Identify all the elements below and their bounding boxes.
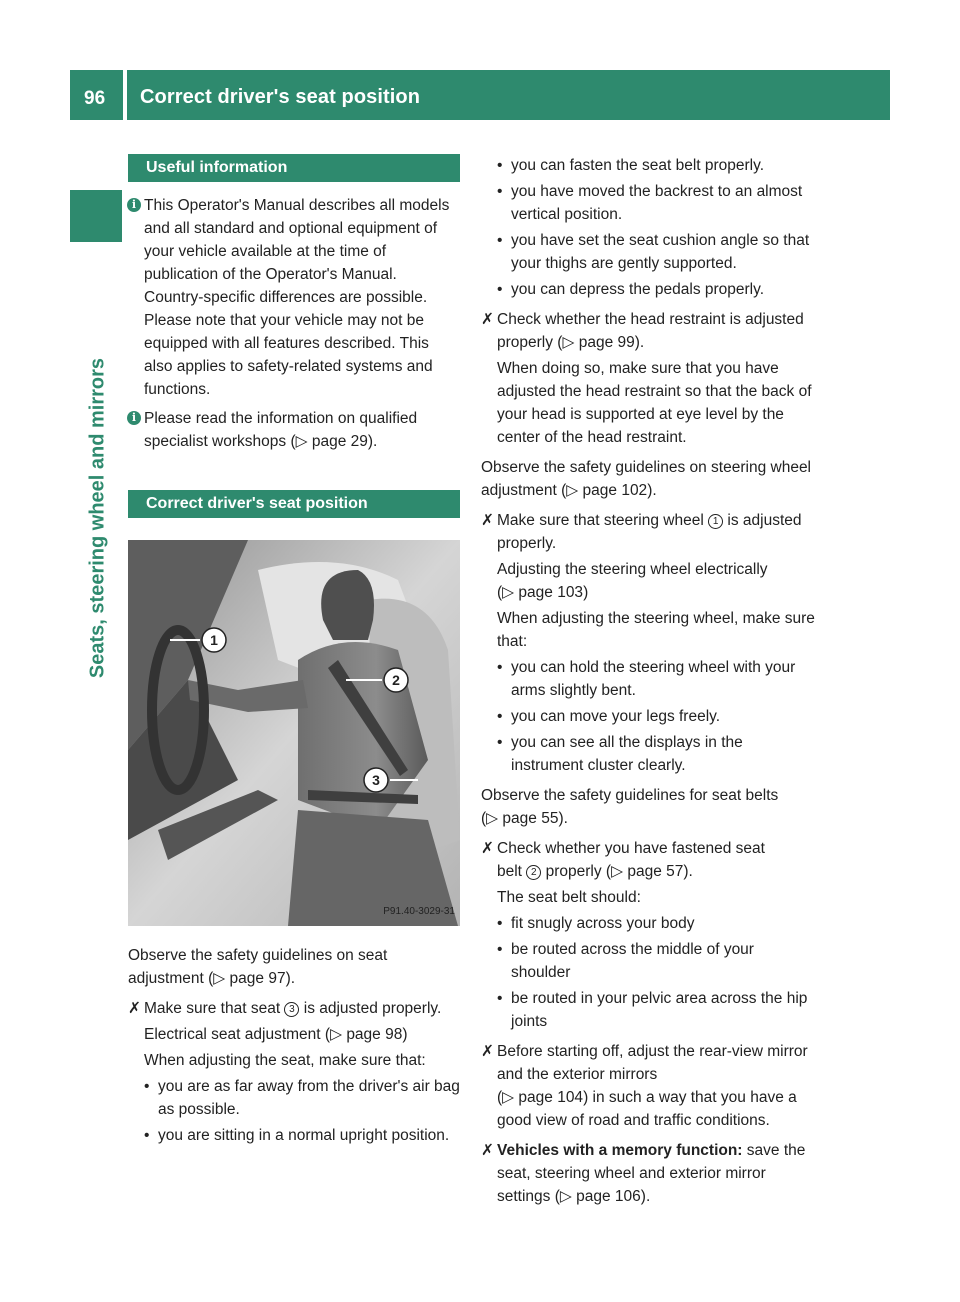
bullet-text: you can depress the pedals properly. [511,281,765,298]
bullet-item [481,154,815,177]
step-marker-icon: ✗ [481,1142,494,1159]
header-divider [123,70,127,120]
bullet-icon: • [497,915,503,932]
callout-3: 3 [372,772,380,788]
bullet-text: you can move your legs freely. [511,708,721,725]
page-ref[interactable]: page 55 [502,810,559,827]
bullet-icon: • [144,1078,150,1095]
info-text: ). [367,433,378,450]
text: Check whether the head restraint is adjusted properly ( [497,311,804,351]
left-column [128,154,460,1147]
step-marker-icon: ✗ [128,1000,141,1017]
step-marker-icon: ✗ [481,311,494,328]
bullet-item [128,1124,460,1147]
bullet-text: you can hold the steering wheel with your arms slightly bent. [511,659,796,699]
bullet-icon: • [497,941,503,958]
page-ref[interactable]: page 106 [576,1188,641,1205]
text: Check whether you have fastened seat [497,840,765,857]
callout-2: 2 [392,672,400,688]
step-detail: When adjusting the seat, make sure that: [144,1052,426,1069]
info-icon: i [127,198,141,212]
text: ). [558,810,568,827]
side-tab-marker [70,190,122,242]
text: ) [402,1026,408,1043]
step-marker-icon: ✗ [481,512,494,529]
bullet-icon: • [144,1127,150,1144]
section-heading: Correct driver's seat position [128,490,460,518]
info-text: Please read the information on qualified specialist workshops ( [144,410,418,450]
step [481,1040,815,1132]
bullet-icon: • [497,734,503,751]
page-ref-arrow-icon: ▷ [502,584,515,601]
bold-label: Vehicles with a memory function: [497,1142,743,1159]
bullet-icon: • [497,232,503,249]
step-detail [481,558,815,604]
page-ref[interactable]: page 99 [578,334,635,351]
text: ( [481,810,487,827]
bullet-icon: • [497,157,503,174]
text: Make sure that seat [144,1000,281,1017]
text: ). [640,1188,651,1205]
step-detail: When doing so, make sure that you have adjusted the head restraint so that the back of your head is supported at eye level by the center of the head restraint. [497,360,812,446]
bullet-item [481,229,815,275]
page-ref-arrow-icon: ▷ [486,810,499,827]
step [481,837,815,883]
page-ref-arrow-icon: ▷ [566,482,579,499]
bullet-icon: • [497,281,503,298]
text: ( [497,1089,503,1106]
page-ref-arrow-icon: ▷ [562,334,575,351]
paragraph [481,784,815,830]
text: save the seat, steering wheel and exterior mirror settings ( [497,1142,806,1205]
step [481,509,815,555]
bullet-item [481,180,815,226]
step-marker-icon: ✗ [481,840,494,857]
text: ). [285,970,296,987]
page-ref[interactable]: page 103 [518,584,584,601]
text: Adjusting the steering wheel electrically [497,561,768,578]
side-tab-label: Seats, steering wheel and mirrors [86,357,109,679]
text: ) in such a way that you have a good view of road and traffic conditions. [497,1089,797,1129]
driver-illustration [128,540,460,926]
callout-1: 1 [210,632,218,648]
page-title: Correct driver's seat position [140,86,421,108]
text: ) [583,584,589,601]
figure-code: P91.40-3029-31 [383,906,455,917]
text: belt [497,863,522,880]
callout-2-ref: 2 [526,865,541,880]
step-detail: When adjusting the steering wheel, make sure that: [497,610,815,650]
page-ref-arrow-icon: ▷ [213,970,226,987]
page-ref[interactable]: page 97 [229,970,286,987]
bullet-item [481,938,815,984]
bullet-item [481,656,815,702]
bullet-text: you have set the seat cushion angle so that your thighs are gently supported. [511,232,810,272]
bullet-text: you can see all the displays in the instrument cluster clearly. [511,734,743,774]
paragraph [128,944,460,990]
bullet-text: be routed across the middle of your shoulder [511,941,754,981]
page-ref-arrow-icon: ▷ [559,1188,572,1205]
bullet-text: you can fasten the seat belt properly. [511,157,765,174]
bullet-icon: • [497,183,503,200]
bullet-item [481,705,815,728]
bullet-text: fit snugly across your body [511,915,695,932]
page-ref-arrow-icon: ▷ [295,433,308,450]
text: Before starting off, adjust the rear-view mirror and the exterior mirrors [497,1043,808,1083]
step [481,308,815,354]
text: Observe the safety guidelines on seat adjustment ( [128,947,388,987]
text: ). [647,482,657,499]
text: is adjusted properly. [497,512,802,552]
info-icon: i [127,411,141,425]
step [128,997,460,1020]
page-ref-arrow-icon: ▷ [330,1026,342,1043]
bullet-item [128,1075,460,1121]
seat-position-figure [128,540,460,926]
bullet-text: be routed in your pelvic area across the hip joints [511,990,808,1030]
page-ref[interactable]: page 102 [582,482,648,499]
paragraph [481,456,815,502]
bullet-item [481,987,815,1033]
bullet-item [481,278,815,301]
bullet-text: you have moved the backrest to an almost vertical position. [511,183,803,223]
text: Observe the safety guidelines for seat belts [481,787,779,804]
text: properly ( [545,863,612,880]
text: ( [497,584,503,601]
right-column [481,154,815,1208]
page-ref[interactable]: page 29 [311,433,368,450]
step [481,1139,815,1208]
bullet-item [481,731,815,777]
useful-info-heading: Useful information [128,154,460,182]
info-paragraph-2 [128,407,460,453]
info-text: This Operator's Manual describes all models and all standard and optional equipment of your vehicle available at the time of publication of the Operator's Manual. Country-specific differences are possible. Please note that your vehicle may not be equipped with all features described. This also applies to safety-related systems and functions. [144,197,450,398]
bullet-icon: • [497,659,503,676]
callout-3-ref: 3 [284,1002,299,1017]
text: ). [634,334,645,351]
info-paragraph-1 [128,194,460,401]
bullet-text: you are sitting in a normal upright position. [158,1127,450,1144]
step-detail: The seat belt should: [497,889,641,906]
text: Electrical seat adjustment ( [144,1026,331,1043]
page-ref-arrow-icon: ▷ [502,1089,515,1106]
text: is adjusted properly. [303,1000,442,1017]
bullet-icon: • [497,990,503,1007]
page-ref[interactable]: page 98 [346,1026,403,1043]
step-marker-icon: ✗ [481,1043,494,1060]
step-detail [128,1023,460,1046]
page-ref[interactable]: page 104 [518,1089,584,1106]
bullet-item [481,912,815,935]
callout-1-ref: 1 [708,514,723,529]
page-number: 96 [84,88,106,109]
bullet-icon: • [497,708,503,725]
page-ref-arrow-icon: ▷ [611,863,624,880]
page-ref[interactable]: page 57 [627,863,684,880]
text: ). [683,863,693,880]
text: Make sure that steering wheel [497,512,704,529]
text: Observe the safety guidelines on steering wheel adjustment ( [481,459,812,499]
bullet-text: you are as far away from the driver's air bag as possible. [158,1078,460,1118]
